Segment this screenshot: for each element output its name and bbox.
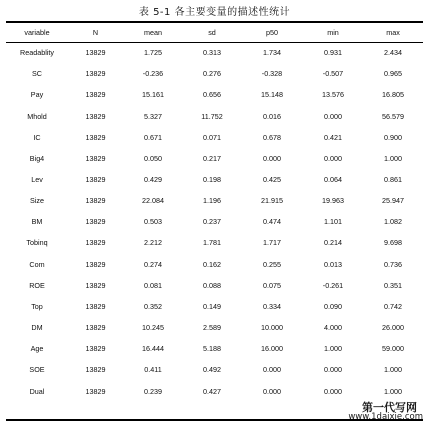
table-cell-variable: Lev [31,175,43,185]
table-cell-n: 13829 [85,386,106,396]
table-cell-sd: 2.589 [203,323,221,333]
table-cell-mean: -0.236 [142,69,164,79]
table-cell-mean: 0.671 [144,132,162,142]
table-cell-max: 25.947 [382,196,404,206]
table-cell-max: 26.000 [382,323,404,333]
table-cell-n: 13829 [85,259,106,269]
table-cell-max: 1.000 [384,365,402,375]
table-cell-max: 1.000 [384,386,402,396]
table-cell-n: 13829 [85,344,106,354]
watermark-site-name: 第一代写网 [362,400,417,414]
table-row [6,275,423,296]
table-cell-variable: Readablity [20,48,54,58]
table-cell-variable: Com [29,259,45,269]
table-cell-p50: 1.717 [263,238,281,248]
column-header-n: N [92,27,99,37]
table-cell-variable: Pay [30,90,44,100]
table-cell-mean: 0.503 [144,217,162,227]
table-cell-variable: Mhold [27,111,47,121]
table-cell-p50: 10.000 [261,323,283,333]
table-cell-p50: 0.016 [263,111,281,121]
table-cell-sd: 0.162 [203,259,221,269]
watermark [348,402,423,422]
column-header-sd: sd [208,27,216,37]
table-cell-max: 59.000 [382,344,404,354]
table-cell-max: 9.698 [384,238,402,248]
table-cell-min: 0.000 [324,153,342,163]
table-cell-mean: 0.274 [144,259,162,269]
table-cell-variable: BM [31,217,43,227]
table-cell-sd: 0.198 [203,175,221,185]
table-cell-min: 1.101 [324,217,342,227]
table-cell-n: 13829 [85,132,106,142]
column-header-variable: variable [24,27,50,37]
table-cell-n: 13829 [85,90,106,100]
table-cell-mean: 22.084 [142,196,164,206]
table-row [6,211,423,232]
table-cell-p50: 1.734 [263,48,281,58]
table-cell-mean: 1.725 [144,48,162,58]
table-cell-min: 4.000 [324,323,342,333]
column-header-p50: p50 [266,27,278,37]
table-cell-max: 16.805 [382,90,404,100]
table-cell-p50: 15.148 [261,90,283,100]
table-cell-n: 13829 [85,153,106,163]
table-row [6,105,423,126]
table-cell-n: 13829 [85,280,106,290]
table-cell-variable: SOE [29,365,45,375]
table-cell-p50: 0.075 [263,280,281,290]
table-cell-p50: 0.425 [263,175,281,185]
table-cell-p50: 16.000 [261,344,283,354]
table-cell-variable: IC [33,132,41,142]
table-cell-min: 0.090 [324,301,342,311]
table-cell-n: 13829 [85,301,106,311]
table-cell-n: 13829 [85,48,106,58]
table-cell-mean: 0.429 [144,175,162,185]
table-row [6,169,423,190]
table-cell-max: 0.900 [384,132,402,142]
table-cell-min: 19.963 [322,196,344,206]
table-cell-variable: Tobinq [26,238,48,248]
table-cell-p50: 0.000 [263,153,281,163]
table-cell-variable: DM [31,323,43,333]
table-cell-mean: 0.081 [144,280,162,290]
table-cell-mean: 15.161 [142,90,164,100]
table-cell-mean: 0.411 [144,365,162,375]
table-body [6,42,423,402]
table-cell-n: 13829 [85,365,106,375]
table-cell-p50: 0.334 [263,301,281,311]
table-cell-variable: Dual [29,386,45,396]
table-row [6,148,423,169]
table-cell-max: 0.861 [384,175,402,185]
table-cell-sd: 0.071 [203,132,221,142]
table-cell-mean: 5.327 [144,111,162,121]
table-cell-variable: Size [30,196,44,206]
table-cell-sd: 0.276 [203,69,221,79]
table-cell-mean: 16.444 [142,344,164,354]
table-cell-min: -0.507 [322,69,344,79]
table-cell-n: 13829 [85,238,106,248]
table-cell-p50: 0.474 [263,217,281,227]
descriptive-statistics-table [6,22,423,402]
table-row [6,190,423,211]
table-cell-n: 13829 [85,196,106,206]
table-cell-variable: Top [31,301,43,311]
table-row [6,381,423,402]
table-cell-max: 1.000 [384,153,402,163]
table-header [6,22,423,42]
table-cell-n: 13829 [85,111,106,121]
table-row [6,296,423,317]
table-cell-variable: Age [30,344,44,354]
table-cell-variable: Big4 [29,153,45,163]
table-cell-sd: 1.781 [203,238,221,248]
table-cell-p50: 0.000 [263,365,281,375]
watermark-url: www.1daixie.com [348,412,423,423]
table-cell-min: 0.931 [324,48,342,58]
table-cell-variable: SC [32,69,42,79]
table-row [6,232,423,253]
table-cell-n: 13829 [85,323,106,333]
table-cell-min: 1.000 [324,344,342,354]
table-row [6,359,423,380]
table-cell-variable: ROE [29,280,45,290]
table-cell-max: 0.736 [384,259,402,269]
table-cell-p50: 0.000 [263,386,281,396]
table-cell-sd: 0.237 [203,217,221,227]
table-cell-min: -0.261 [322,280,344,290]
table-cell-min: 13.576 [322,90,344,100]
column-header-mean: mean [144,27,162,37]
table-cell-n: 13829 [85,175,106,185]
table-row [6,42,423,63]
table-cell-sd: 0.656 [203,90,221,100]
table-cell-mean: 0.352 [144,301,162,311]
table-cell-sd: 0.149 [203,301,221,311]
table-cell-sd: 5.188 [203,344,221,354]
table-cell-min: 0.064 [324,175,342,185]
table-cell-mean: 2.212 [144,238,162,248]
table-cell-max: 2.434 [384,48,402,58]
table-cell-n: 13829 [85,69,106,79]
table-caption: 表 5-1 各主要变量的描述性统计 [138,7,291,18]
table-cell-sd: 0.088 [203,280,221,290]
table-row [6,254,423,275]
table-cell-sd: 0.492 [203,365,221,375]
table-cell-min: 0.013 [324,259,342,269]
table-cell-sd: 11.752 [201,111,223,121]
table-cell-min: 0.000 [324,365,342,375]
column-header-max: max [386,27,400,37]
table-cell-sd: 1.196 [203,196,221,206]
table-cell-max: 1.082 [384,217,402,227]
table-row [6,84,423,105]
table-cell-max: 56.579 [382,111,404,121]
table-cell-mean: 10.245 [142,323,164,333]
table-row [6,317,423,338]
table-cell-min: 0.000 [324,111,342,121]
table-cell-sd: 0.427 [203,386,221,396]
table-cell-p50: 0.678 [263,132,281,142]
table-cell-min: 0.000 [324,386,342,396]
table-cell-p50: 0.255 [263,259,281,269]
table-cell-max: 0.351 [384,280,402,290]
table-row [6,338,423,359]
table-cell-sd: 0.217 [203,153,221,163]
table-cell-n: 13829 [85,217,106,227]
table-cell-max: 0.965 [384,69,402,79]
table-cell-sd: 0.313 [203,48,221,58]
table-cell-min: 0.421 [324,132,342,142]
header-row [6,22,423,42]
table-row [6,127,423,148]
table-cell-mean: 0.050 [144,153,162,163]
table-row [6,63,423,84]
table-cell-max: 0.742 [384,301,402,311]
table-cell-p50: 21.915 [261,196,283,206]
table-cell-p50: -0.328 [261,69,283,79]
column-header-min: min [327,27,339,37]
table-cell-min: 0.214 [324,238,342,248]
table-cell-mean: 0.239 [144,386,162,396]
